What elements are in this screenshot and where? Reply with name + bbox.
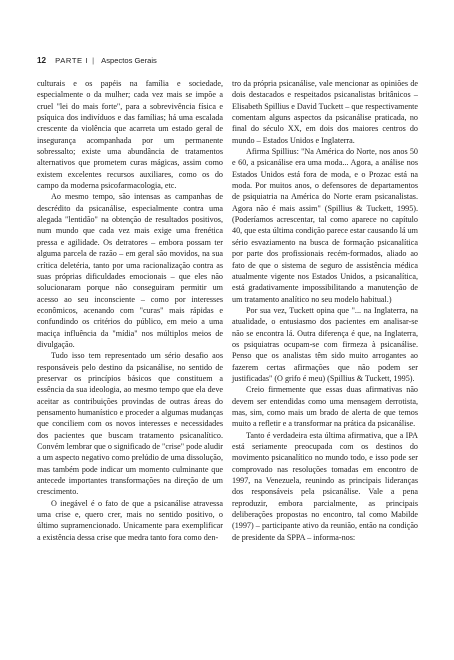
paragraph: O inegável é o fato de que a psicanálise atravessa uma crise e, quero crer, mais no sentido positivo, o último supramencionado. Unicamente para exemplificar a existência dessa crise que medra tanto fora como den- (37, 498, 223, 542)
running-header (37, 54, 157, 66)
left-text-column (37, 78, 223, 543)
paragraph: Creio firmemente que essas duas afirmativas não devem ser entendidas como uma mensagem derrotista, mas, sim, como mais um brado de alerta de que temos muito a refletir e a transformar na prática da psicanálise. (232, 385, 418, 429)
paragraph: culturais e os papéis na família e sociedade, especialmente o da mulher; cada vez mais se impõe a cruel "lei do mais forte", para a sobrevivência física e psíquica dos indivíduos e das famílias; há uma escalada crescente da violência que acarreta um estado geral de insegurança acompanhada por um permanente sobressalto; existe uma abundância de tratamentos alternativos que prometem curas mágicas, assim como existem excelentes recursos auxiliares, como os do campo da moderna psicofarmacologia, etc. (37, 79, 223, 191)
paragraph: Ao mesmo tempo, são intensas as campanhas de descrédito da psicanálise, especialmente contra uma alegada "lentidão" na obtenção de resultados positivos, num mundo que cada vez mais exige uma frenética pressa e agilidade. Os detratores – embora possam ter alguma parcela de razão – em geral são movidos, na sua crítica deletéria, tanto por uma racionalização contra as suas próprias dificuldades emocionais – que eles não solucionaram porque não conseguiram permitir um acesso ao seu inconsciente – como por interesses econômicos, acenando com "curas" mais rápidas e confundindo os critérios do público, em meio a uma maciça influência da "mídia" nos múltiplos meios de divulgação. (37, 192, 223, 349)
section-title: Aspectos Gerais (101, 55, 157, 65)
paragraph: Por sua vez, Tuckett opina que "... na Inglaterra, na atualidade, o entusiasmo dos pacientes em analisar-se não se encontra lá. Outra diferença é que, na Inglaterra, os psiquiatras ocupam-se com firmeza à psicanálise. Penso que os analistas têm sido muito arrogantes ao fazerem certas afirmações que não podem ser justificadas" (O grifo é meu) (Spillius & Tuckett, 1995). (232, 305, 418, 383)
paragraph: Tudo isso tem representado um sério desafio aos responsáveis pelo destino da psicanálise, no sentido de preservar os princípios básicos que constituem a essência da sua ideologia, ao mesmo tempo que ela deve aceitar as contribuições provindas de outras áreas do pensamento humanístico e proceder a algumas mudanças que conciliem com os novos interesses e necessidades dos pacientes que buscam tratamento psicanalítico. Convém lembrar que o significado de "crise" pode aludir a um aspecto negativo como prelúdio de uma dissolução, mas também pode indicar um momento culminante que antecede importantes transformações na direção de um crescimento. (37, 351, 223, 497)
page-number: 12 (37, 55, 47, 65)
paragraph: Afirma Spillius: "Na América do Norte, nos anos 50 e 60, a psicanálise era uma moda... Agora, a análise nos Estados Unidos está fora de moda, e o Prozac está na moda. Por muitos anos, o defensores de departamentos de psiquiatria na América do Norte eram psicanalistas. Agora não é mais assim" (Spillius & Tuckett, 1995). (Poderíamos acrescentar, tal como aparece no capítulo 40, que esta última condição parece estar causando lá um sério esvaziamento na busca de formação psicanalítica por parte dos profissionais recém-formados, aliado ao fato de que o sistema de seguro de assistência médica atualmente vigente nos Estados Unidos, a psicanalítica, está gradativamente impossibilitando a manutenção de um tratamento analítico no seu modelo habitual.) (232, 147, 418, 304)
right-text-column (232, 78, 418, 543)
paragraph: tro da própria psicanálise, vale mencionar as opiniões de dois destacados e respeitados psicanalistas britânicos – Elisabeth Spillius e David Tuckett – que respectivamente comentam alguns aspectos da psicanálise praticada, no final do século XX, em dois dos maiores centros do mundo – Estados Unidos e Inglaterra. (232, 79, 418, 145)
header-separator: | (92, 55, 95, 65)
paragraph: Tanto é verdadeira esta última afirmativa, que a IPA está seriamente preocupada com os destinos do movimento psicanalítico no mundo todo, e isso pode ser comprovado nas resoluções tomadas em encontro de 1997, na Venezuela, reunindo as principais lideranças dos responsáveis pela psicanálise. Vale a pena reproduzir, embora parcialmente, as principais deliberações propostas no encontro, tal como Mabilde (1997) – participante ativo da reunião, então na condição de presidente da SPPA – informa-nos: (232, 430, 418, 542)
part-label: PARTE I (55, 55, 89, 65)
